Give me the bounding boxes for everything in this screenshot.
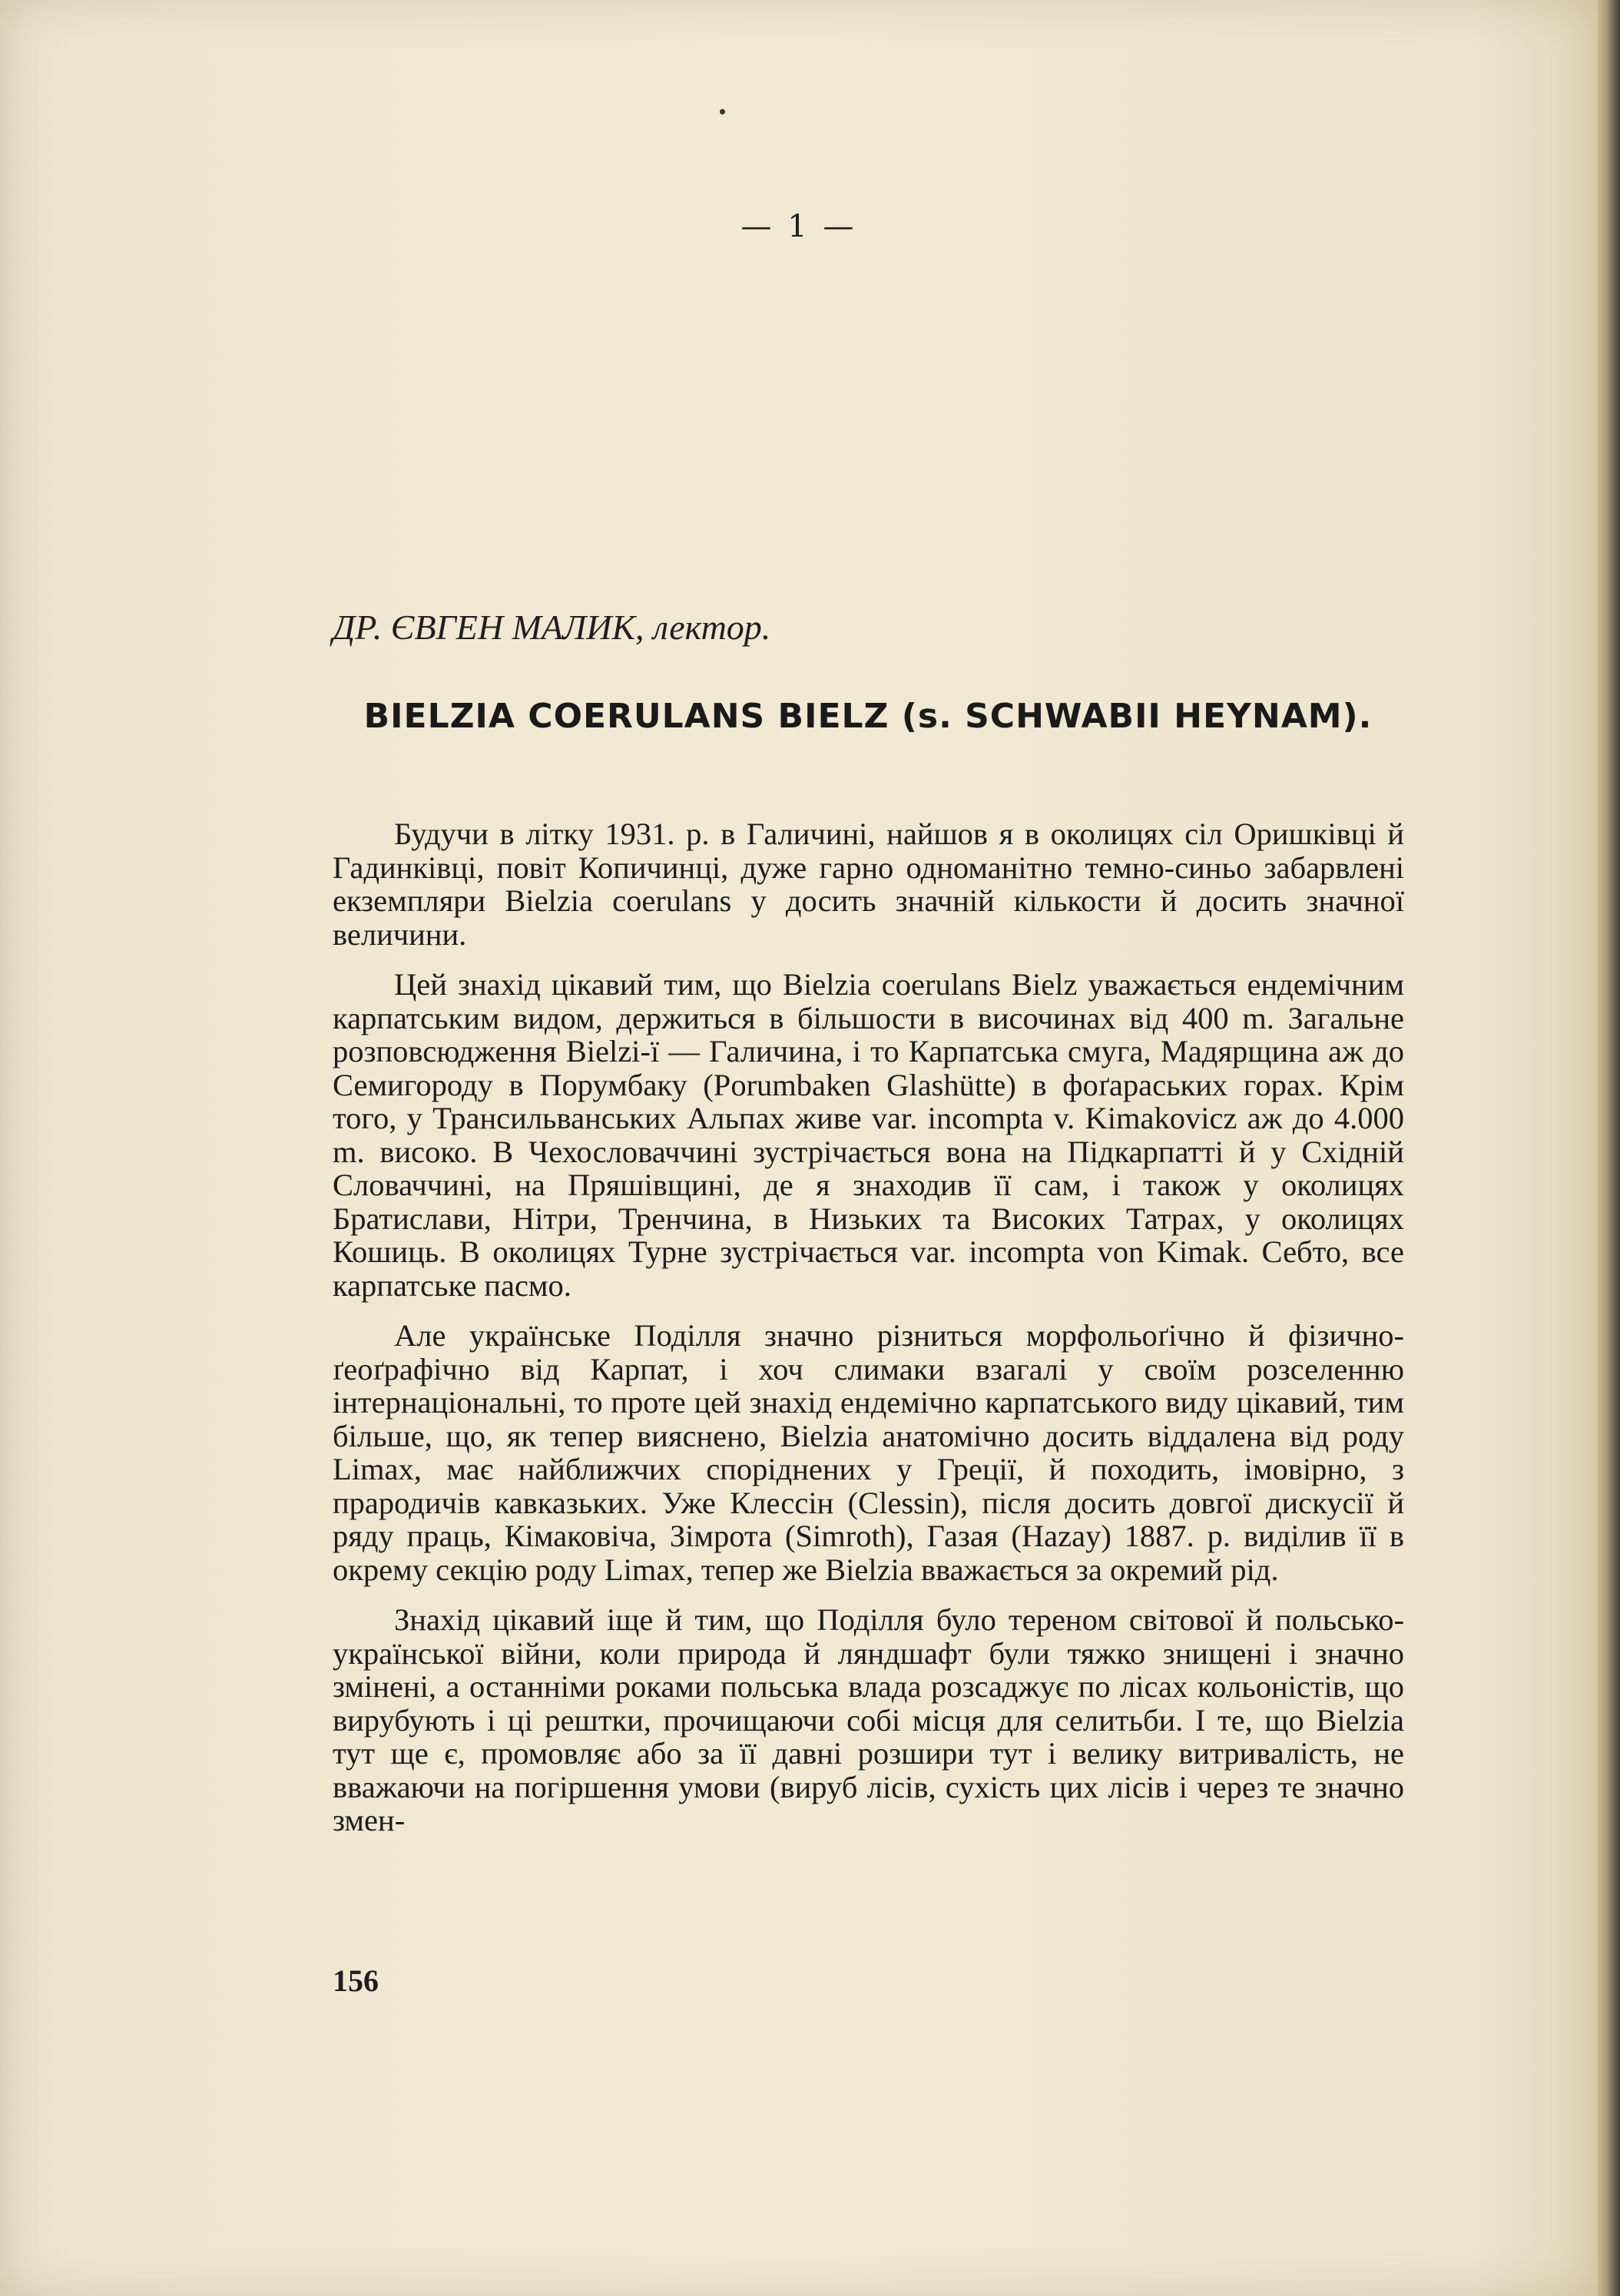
section-marker: — 1 — [740, 209, 857, 244]
page-edge-shadow [1598, 0, 1620, 2296]
paragraph: Будучи в літку 1931. р. в Галичині, найшов я в околицях сіл Оришківці й Гадинківці, повіт Копичинці, дуже гарно одноманітно темно-синьо забарвлені екземпляри Bielzia coerulans у досить значній кількости й досить значної величини. [333, 817, 1404, 952]
paragraph: Але українське Поділля значно різниться морфольоґічно й фізично-ґеоґрафічно від Карпат, і хоч слимаки взагалі у своїм розселенню інтернаціональні, то проте цей знахід ендемічно карпатського виду цікавий, тим більше, що, як тепер вияснено, Bielzia анатомічно досить віддалена від роду Limax, має найближчих споріднених у Греції, й походить, імовірно, з прародичів кавказьких. Уже Клессін (Clessin), після досить довгої дискусії й ряду праць, Кімаковіча, Зімрота (Simroth), Газая (Hazay) 1887. р. виділив її в окрему секцію роду Limax, тепер же Bielzia вважається за окремий рід. [333, 1318, 1404, 1587]
page-number: 156 [333, 1963, 379, 1998]
ink-speck [720, 109, 725, 114]
author-line: ДР. ЄВГЕН МАЛИК, лектор. [333, 608, 771, 647]
article-body [333, 817, 1404, 1854]
article-title: BIELZIA COERULANS BIELZ (s. SCHWABII HEYNAM). [363, 697, 1373, 736]
paragraph: Цей знахід цікавий тим, що Bielzia coerulans Bielz уважається ендемічним карпатським видом, держиться в більшости в височинах від 400 m. Загальне розповсюдження Bielzi-ї — Галичина, і то Карпатська смуга, Мадярщина аж до Семигороду в Порумбаку (Porumbaken Glashütte) в фоґараських горах. Крім того, у Трансильванських Альпах живе var. incompta v. Kimakovicz аж до 4.000 m. високо. В Чехословаччині зустрічається вона на Підкарпатті й у Східній Словаччині, на Пряшівщині, де я знаходив її сам, і також у околицях Братислави, Нітри, Тренчина, в Низьких та Високих Татрах, у околицях Кошиць. В околицях Турне зустрічається var. incompta von Kimak. Себто, все карпатське пасмо. [333, 967, 1404, 1303]
paragraph: Знахід цікавий іще й тим, що Поділля було тереном світової й польсько-української війни, коли природа й ляндшафт були тяжко знищені і значно змінені, а останніми роками польська влада розсаджує по лісах кольоністів, що вирубують і ці рештки, прочищаючи собі місця для селитьби. І те, що Bielzia тут ще є, промовляє або за її давні розшири тут і велику витривалість, не вважаючи на погіршення умови (вируб лісів, сухість цих лісів і через те значно змен- [333, 1602, 1404, 1837]
